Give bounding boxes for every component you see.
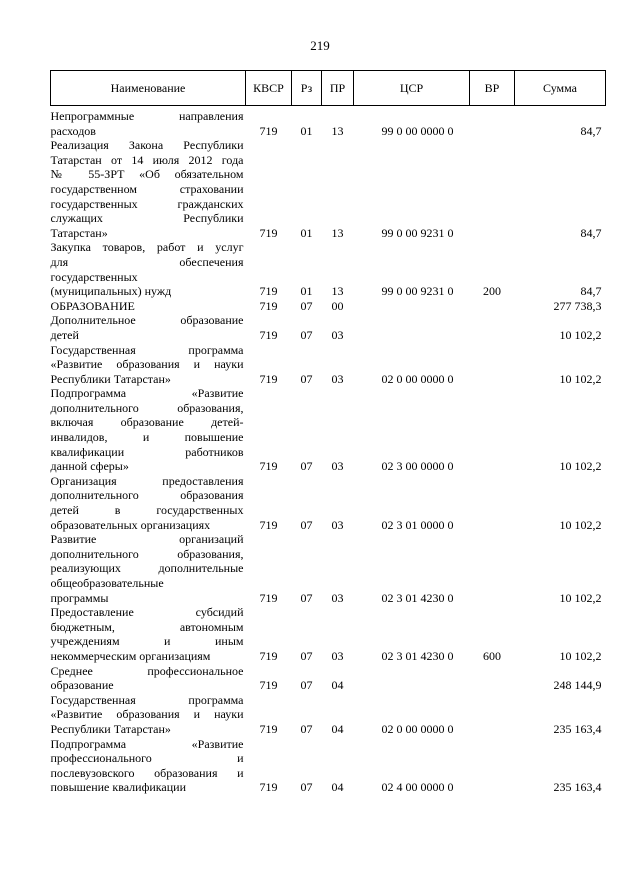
row-name xyxy=(51,532,246,605)
row-pr: 03 xyxy=(331,327,344,342)
row-rz: 07 xyxy=(300,459,313,474)
row-csr: 02 3 01 4230 0 xyxy=(381,648,454,663)
row-name-line: Среднее профессиональное xyxy=(50,663,244,678)
row-pr: 13 xyxy=(331,225,344,240)
row-name-line: квалификации работников xyxy=(50,444,244,459)
row-name-line: данной сферы» xyxy=(50,459,129,474)
row-vr xyxy=(470,106,515,139)
row-sum: 10 102,2 xyxy=(559,371,602,386)
table-row xyxy=(51,138,606,240)
table-row xyxy=(51,605,606,663)
row-vr xyxy=(470,474,515,532)
row-name-line: расходов xyxy=(50,123,96,138)
row-name-line: служащих Республики xyxy=(50,211,244,226)
row-name-line: для обеспечения xyxy=(50,254,244,269)
row-pr: 00 xyxy=(331,298,344,313)
row-vr xyxy=(470,138,515,240)
row-sum: 10 102,2 xyxy=(559,648,602,663)
row-kvsr: 719 xyxy=(259,517,278,532)
row-name-line: детей в государственных xyxy=(50,503,244,518)
table-row xyxy=(51,664,606,693)
row-sum: 10 102,2 xyxy=(559,459,602,474)
row-kvsr: 719 xyxy=(259,590,278,605)
row-name-line: государственных xyxy=(50,269,138,284)
row-vr xyxy=(470,313,515,342)
row-name-line: Татарстан» xyxy=(50,225,108,240)
row-csr: 02 3 00 0000 0 xyxy=(381,459,454,474)
row-name-line: реализующих дополнительные xyxy=(50,561,244,576)
row-vr xyxy=(470,737,515,795)
table-row xyxy=(51,693,606,737)
row-csr: 02 3 01 0000 0 xyxy=(381,517,454,532)
row-name-line: образование xyxy=(50,678,114,693)
header-name: Наименование xyxy=(51,71,246,106)
table-header-row xyxy=(51,71,606,106)
row-vr xyxy=(470,299,515,314)
row-rz: 07 xyxy=(300,648,313,663)
row-vr xyxy=(470,343,515,387)
row-name-line: послевузовского образования и xyxy=(50,765,244,780)
row-pr: 03 xyxy=(331,371,344,386)
row-vr: 600 xyxy=(483,648,501,663)
row-rz: 07 xyxy=(300,517,313,532)
row-sum: 10 102,2 xyxy=(559,590,602,605)
row-name-line: Республики Татарстан» xyxy=(50,721,171,736)
table-row xyxy=(51,386,606,474)
row-csr: 02 3 01 4230 0 xyxy=(381,590,454,605)
header-pr: ПР xyxy=(322,71,354,106)
row-rz: 07 xyxy=(300,371,313,386)
row-csr: 99 0 00 0000 0 xyxy=(381,123,454,138)
row-rz: 07 xyxy=(300,298,313,313)
row-kvsr: 719 xyxy=(259,678,278,693)
table-row xyxy=(51,474,606,532)
row-name-line: Подпрограмма «Развитие xyxy=(50,386,244,401)
row-rz: 07 xyxy=(300,678,313,693)
row-name xyxy=(51,343,246,387)
row-name-line: «Развитие образования и науки xyxy=(50,357,244,372)
budget-table xyxy=(50,70,606,795)
row-name-line: Реализация Закона Республики xyxy=(50,138,244,153)
row-name-line: Развитие организаций xyxy=(50,532,244,547)
row-name-line: Татарстан от 14 июля 2012 года xyxy=(50,152,244,167)
row-vr: 200 xyxy=(483,284,501,299)
row-name xyxy=(51,386,246,474)
page-number: 219 xyxy=(310,38,330,53)
row-name xyxy=(51,664,246,693)
row-name xyxy=(51,693,246,737)
row-name-line: программы xyxy=(50,590,109,605)
row-sum: 248 144,9 xyxy=(553,678,602,693)
row-sum: 235 163,4 xyxy=(553,721,602,736)
row-name-line: Предоставление субсидий xyxy=(50,605,244,620)
row-pr: 03 xyxy=(331,590,344,605)
row-name-line: общеобразовательные xyxy=(50,576,164,590)
row-name-line: учреждениям и иным xyxy=(50,634,244,649)
row-sum: 277 738,3 xyxy=(553,298,602,313)
row-name-line: государственном страховании xyxy=(50,181,244,196)
row-pr: 04 xyxy=(331,721,344,736)
row-name-line: Непрограммные направления xyxy=(50,109,244,123)
row-name-line: инвалидов, и повышение xyxy=(50,430,244,445)
row-sum: 84,7 xyxy=(580,123,602,138)
table-row xyxy=(51,299,606,314)
table-row xyxy=(51,313,606,342)
row-sum: 84,7 xyxy=(580,225,602,240)
row-name xyxy=(51,138,246,240)
row-csr: 02 0 00 0000 0 xyxy=(381,721,454,736)
table-row xyxy=(51,240,606,298)
row-name xyxy=(51,299,246,314)
header-sum: Сумма xyxy=(515,71,606,106)
row-kvsr: 719 xyxy=(259,648,278,663)
header-rz: Рз xyxy=(292,71,322,106)
row-csr: 02 4 00 0000 0 xyxy=(381,780,454,795)
row-name-line: образовательных организациях xyxy=(50,517,211,532)
row-name-line: № 55-ЗРТ «Об обязательном xyxy=(50,167,244,182)
row-name-line: государственных гражданских xyxy=(50,196,244,211)
table-row xyxy=(51,737,606,795)
row-rz: 07 xyxy=(300,327,313,342)
row-sum: 10 102,2 xyxy=(559,517,602,532)
row-csr xyxy=(354,664,470,693)
row-name-line: Государственная программа xyxy=(50,342,244,357)
row-name xyxy=(51,474,246,532)
row-name-line: профессионального и xyxy=(50,751,244,766)
row-kvsr: 719 xyxy=(259,780,278,795)
row-sum: 10 102,2 xyxy=(559,327,602,342)
row-rz: 07 xyxy=(300,590,313,605)
row-pr: 13 xyxy=(331,123,344,138)
row-name-line: Государственная программа xyxy=(50,692,244,707)
header-csr: ЦСР xyxy=(354,71,470,106)
row-pr: 03 xyxy=(331,459,344,474)
header-kvsr: КВСР xyxy=(246,71,292,106)
row-name-line: бюджетным, автономным xyxy=(50,619,244,634)
row-name-line: Дополнительное образование xyxy=(50,313,244,328)
row-name-line: (муниципальных) нужд xyxy=(50,284,172,299)
row-csr: 02 0 00 0000 0 xyxy=(381,371,454,386)
row-kvsr: 719 xyxy=(259,327,278,342)
row-pr: 04 xyxy=(331,678,344,693)
row-name-line: детей xyxy=(50,327,79,342)
row-vr xyxy=(470,664,515,693)
row-name-line: дополнительного образования, xyxy=(50,546,244,561)
row-name xyxy=(51,240,246,298)
row-rz: 07 xyxy=(300,780,313,795)
row-vr xyxy=(470,386,515,474)
row-name xyxy=(51,737,246,795)
row-name-line: некоммерческим организациям xyxy=(50,648,211,663)
table-row xyxy=(51,106,606,139)
row-name xyxy=(51,605,246,663)
row-vr xyxy=(470,693,515,737)
row-csr xyxy=(354,299,470,314)
row-name-line: дополнительного образования xyxy=(50,488,244,503)
row-pr: 03 xyxy=(331,517,344,532)
row-name xyxy=(51,106,246,139)
row-vr xyxy=(470,532,515,605)
row-name-line: Республики Татарстан» xyxy=(50,371,171,386)
row-pr: 03 xyxy=(331,648,344,663)
row-rz: 07 xyxy=(300,721,313,736)
row-kvsr: 719 xyxy=(259,225,278,240)
row-sum: 235 163,4 xyxy=(553,780,602,795)
row-rz: 01 xyxy=(300,225,313,240)
row-kvsr: 719 xyxy=(259,298,278,313)
row-name-line: Подпрограмма «Развитие xyxy=(50,736,244,751)
row-name xyxy=(51,313,246,342)
row-name-line: Закупка товаров, работ и услуг xyxy=(50,240,244,255)
table-row xyxy=(51,343,606,387)
row-rz: 01 xyxy=(300,123,313,138)
row-kvsr: 719 xyxy=(259,284,278,299)
row-kvsr: 719 xyxy=(259,459,278,474)
row-name-line: ОБРАЗОВАНИЕ xyxy=(50,298,135,313)
row-kvsr: 719 xyxy=(259,123,278,138)
row-csr xyxy=(354,313,470,342)
table-row xyxy=(51,532,606,605)
row-pr: 04 xyxy=(331,780,344,795)
row-csr: 99 0 00 9231 0 xyxy=(381,225,454,240)
row-sum: 84,7 xyxy=(580,284,602,299)
header-vr: ВР xyxy=(470,71,515,106)
row-name-line: «Развитие образования и науки xyxy=(50,707,244,722)
row-name-line: дополнительного образования, xyxy=(50,400,244,415)
row-name-line: Организация предоставления xyxy=(50,473,244,488)
row-pr: 13 xyxy=(331,284,344,299)
row-csr: 99 0 00 9231 0 xyxy=(381,284,454,299)
row-name-line: повышение квалификации xyxy=(50,780,187,795)
row-rz: 01 xyxy=(300,284,313,299)
row-name-line: включая образование детей- xyxy=(50,415,244,430)
row-kvsr: 719 xyxy=(259,371,278,386)
row-kvsr: 719 xyxy=(259,721,278,736)
